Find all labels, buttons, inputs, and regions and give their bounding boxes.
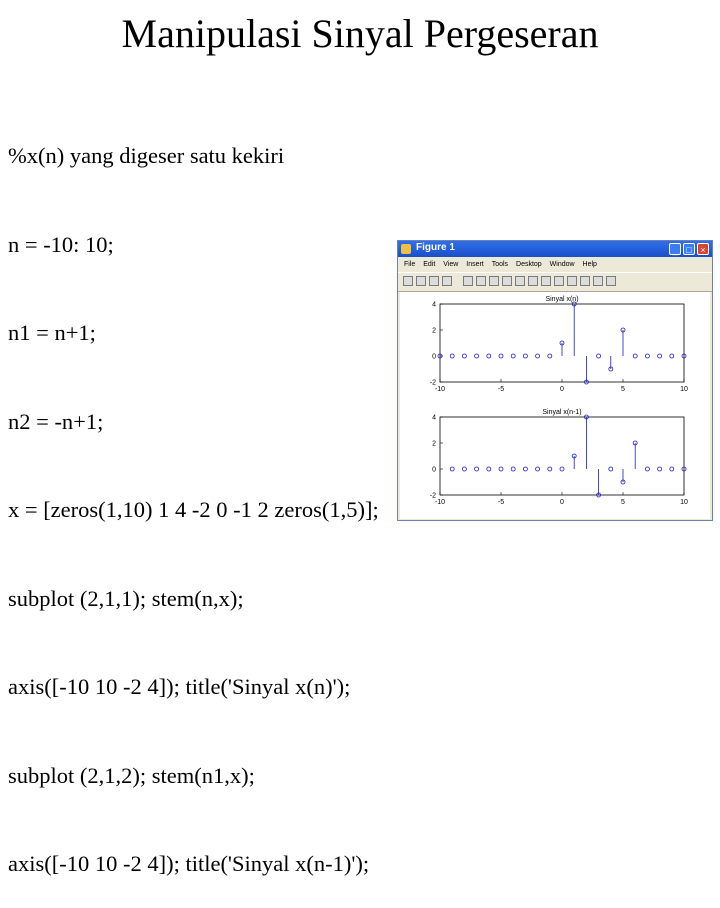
plots-svg [400,292,710,519]
axes-box [440,417,684,495]
close-button[interactable]: × [697,243,709,255]
x-tick-label: 0 [560,499,564,506]
menu-help[interactable]: Help [582,261,597,268]
code-line: n1 = n+1; [8,320,96,345]
y-tick-label: 2 [432,440,436,448]
code-line: n = -10: 10; [8,231,114,257]
colorbar-icon[interactable] [567,276,577,286]
menu-desktop[interactable]: Desktop [516,261,542,268]
code-line: x = [zeros(1,10) 1 4 -2 0 -1 2 zeros(1,5)]; [8,497,379,522]
save-icon[interactable] [429,276,439,286]
y-tick-label: 4 [432,414,436,422]
link-icon[interactable] [554,276,564,286]
x-tick-label: -5 [497,499,505,506]
x-tick-label: 0 [560,386,564,393]
code-line: %x(n) yang digeser satu kekiri [8,143,285,168]
datacursor-icon[interactable] [528,276,538,286]
y-tick-label: 2 [432,327,436,335]
menu-insert[interactable]: Insert [466,261,484,268]
code-line: subplot (2,1,2); stem(n1,x); [8,762,255,788]
legend-icon[interactable] [580,276,590,286]
window-title-bar[interactable] [398,241,712,257]
x-tick-label: -5 [497,386,505,393]
plot-title: Sinyal x(n) [545,296,579,303]
minimize-button[interactable]: _ [669,243,681,255]
zoom-out-icon[interactable] [489,276,499,286]
slide-title: Manipulasi Sinyal Pergeseran [121,11,599,56]
figure-window[interactable] [397,240,713,521]
pointer-icon[interactable] [463,276,473,286]
maximize-button[interactable]: □ [683,243,695,255]
rotate-icon[interactable] [515,276,525,286]
menu-edit[interactable]: Edit [423,261,436,268]
x-tick-label: -10 [434,386,446,393]
x-tick-label: 5 [621,386,625,393]
matlab-figure-icon [401,244,411,254]
menu-tools[interactable]: Tools [491,261,509,268]
new-icon[interactable] [403,276,413,286]
plot-area [400,292,710,519]
y-tick-label: -2 [429,492,436,500]
open-icon[interactable] [416,276,426,286]
code-line: subplot (2,1,1); stem(n,x); [8,585,244,611]
menu-bar [398,258,712,271]
window-title: Figure 1 [416,242,455,253]
plot-title: Sinyal x(n-1) [542,409,582,416]
x-tick-label: 10 [680,386,688,393]
y-tick-label: 0 [432,353,436,361]
brush-icon[interactable] [541,276,551,286]
code-line: axis([-10 10 -2 4]); title('Sinyal x(n)'); [8,674,351,699]
menu-file[interactable]: File [404,261,416,268]
figure-toolbar [398,272,712,292]
y-tick-label: -2 [429,379,436,387]
print-icon[interactable] [442,276,452,286]
code-block [8,82,379,908]
x-tick-label: 10 [680,499,688,506]
menu-window[interactable]: Window [549,261,575,268]
plot-tools-icon[interactable] [606,276,616,286]
x-tick-label: 5 [621,499,625,506]
menu-view[interactable]: View [443,261,459,268]
x-tick-label: -10 [434,499,446,506]
pan-icon[interactable] [502,276,512,286]
code-line: n2 = -n+1; [8,408,104,434]
grid-icon[interactable] [593,276,603,286]
y-tick-label: 4 [432,301,436,309]
y-tick-label: 0 [432,466,436,474]
zoom-in-icon[interactable] [476,276,486,286]
code-line: axis([-10 10 -2 4]); title('Sinyal x(n-1)'); [8,851,370,876]
